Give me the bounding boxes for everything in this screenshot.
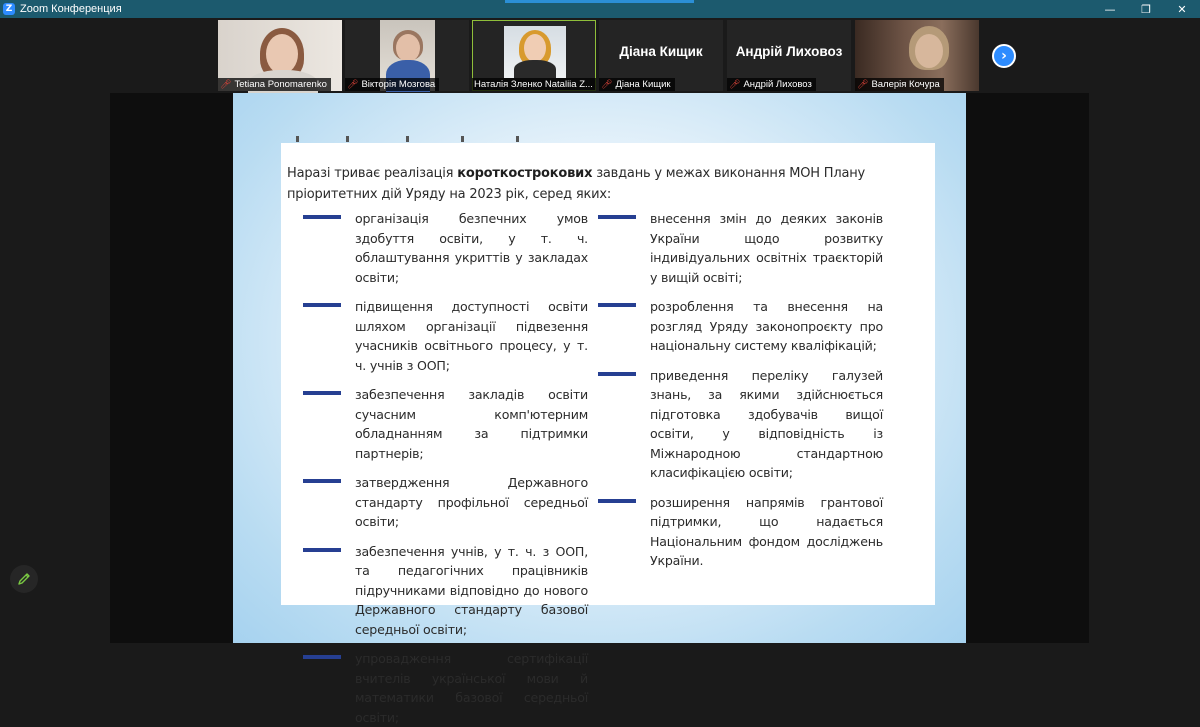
participant-tile[interactable] <box>345 20 469 91</box>
list-item-text: внесення змін до деяких законів України щодо розвитку індивідуальних освітніх траєкторій у вищій освіті; <box>650 211 883 285</box>
intro-text-pre: Наразі триває реалізація <box>287 166 458 181</box>
participant-name: Андрій Лиховоз <box>743 79 812 90</box>
list-item-text: упровадження сертифікації вчителів української мови й математики базової середньої освіти; <box>355 651 588 725</box>
next-participants-button[interactable] <box>992 44 1016 68</box>
bullet-dash <box>303 479 341 483</box>
list-item-text: приведення переліку галузей знань, за якими здійснюється підготовка здобувачів вищої освіти, у відповідність із Міжнародною стандартною класифікацією освіти; <box>650 367 883 480</box>
share-indicator-bar[interactable] <box>505 0 694 3</box>
bullet-dash <box>303 303 341 307</box>
participant-name: Діана Кищик <box>615 79 671 90</box>
participants-strip <box>0 18 1200 93</box>
bullet-dash <box>303 215 341 219</box>
list-item-text: розширення напрямів грантової підтримки, що надається Національним фондом досліджень України. <box>650 494 883 568</box>
muted-mic-icon: 🎤︎ <box>857 79 869 90</box>
participant-tile-active[interactable] <box>472 20 596 91</box>
bullet-dash <box>303 391 341 395</box>
muted-mic-icon: 🎤︎ <box>220 79 232 90</box>
close-button[interactable]: ✕ <box>1177 2 1187 16</box>
participant-display-name: Андрій Лиховоз <box>735 44 843 59</box>
participant-tile[interactable] <box>599 20 723 91</box>
muted-mic-icon: 🎤︎ <box>347 79 359 90</box>
bullet-dash <box>598 303 636 307</box>
window-controls <box>1092 0 1200 18</box>
muted-mic-icon: 🎤︎ <box>729 79 741 90</box>
list-item <box>303 385 588 463</box>
bullet-dash <box>598 372 636 376</box>
list-item <box>598 493 883 571</box>
participant-name-bar <box>599 78 675 91</box>
window-title: Zoom Конференция <box>20 3 122 15</box>
list-item <box>303 649 588 727</box>
list-item-text: забезпечення закладів освіти сучасним комп'ютерним обладнанням за підтримки партнерів; <box>355 387 588 461</box>
list-item <box>598 209 883 287</box>
slide-list-right <box>598 209 883 571</box>
list-item-text: розроблення та внесення на розгляд Уряду законопроєкту про національну систему кваліфікацій; <box>650 299 883 353</box>
title-bar <box>0 0 1200 18</box>
list-item <box>303 473 588 532</box>
participant-name: Вікторія Мозгова <box>361 79 436 90</box>
list-item <box>303 297 588 375</box>
zoom-logo-icon: Z <box>3 3 15 15</box>
participant-video <box>504 26 566 78</box>
bullet-dash <box>598 499 636 503</box>
participant-name-bar <box>855 78 944 91</box>
participant-name: Валерія Кочура <box>871 79 940 90</box>
chevron-right-icon: › <box>1001 48 1007 64</box>
participant-tile[interactable] <box>727 20 851 91</box>
participant-name-bar <box>727 78 816 91</box>
participant-display-name: Діана Кищик <box>619 44 703 59</box>
slide-list-left <box>303 209 588 727</box>
list-item-text: організація безпечних умов здобуття освіти, у т. ч. облаштування укриттів у закладах освіти; <box>355 211 588 285</box>
bullet-dash <box>598 215 636 219</box>
clipped-text-line <box>286 128 556 140</box>
participant-name: Tetiana Ponomarenko <box>234 79 327 90</box>
list-item <box>598 366 883 483</box>
minimize-button[interactable]: — <box>1104 2 1116 16</box>
list-item-text: забезпечення учнів, у т. ч. з ООП, та педагогічних працівників підручниками відповідно до нового Державного стандарту базової середньої освіти; <box>355 543 588 637</box>
intro-text-bold: короткострокових <box>457 166 593 181</box>
participant-name-bar <box>218 78 331 91</box>
pencil-icon <box>17 572 31 586</box>
participant-name: Наталія Зленко Nataliia Z... <box>474 79 593 90</box>
bullet-dash <box>303 655 341 659</box>
list-item-text: затвердження Державного стандарту профільної середньої освіти; <box>355 475 588 529</box>
participant-name-bar <box>472 78 596 91</box>
muted-mic-icon: 🎤︎ <box>601 79 613 90</box>
slide-intro <box>287 163 887 205</box>
annotate-button[interactable] <box>10 565 38 593</box>
list-item-text: підвищення доступності освіти шляхом організації підвезення учасників освітнього процесу, у т. ч. учнів з ООП; <box>355 299 588 373</box>
bullet-dash <box>303 548 341 552</box>
list-item <box>303 209 588 287</box>
participant-tile[interactable] <box>855 20 979 91</box>
intro-text-post: завдань у межах виконання МОН Плану пріоритетних дій Уряду на 2023 рік, серед яких: <box>287 166 866 202</box>
list-item <box>303 542 588 640</box>
maximize-button[interactable]: ❐ <box>1141 2 1151 16</box>
participant-name-bar <box>345 78 439 91</box>
list-item <box>598 297 883 356</box>
participant-tile[interactable] <box>218 20 342 91</box>
